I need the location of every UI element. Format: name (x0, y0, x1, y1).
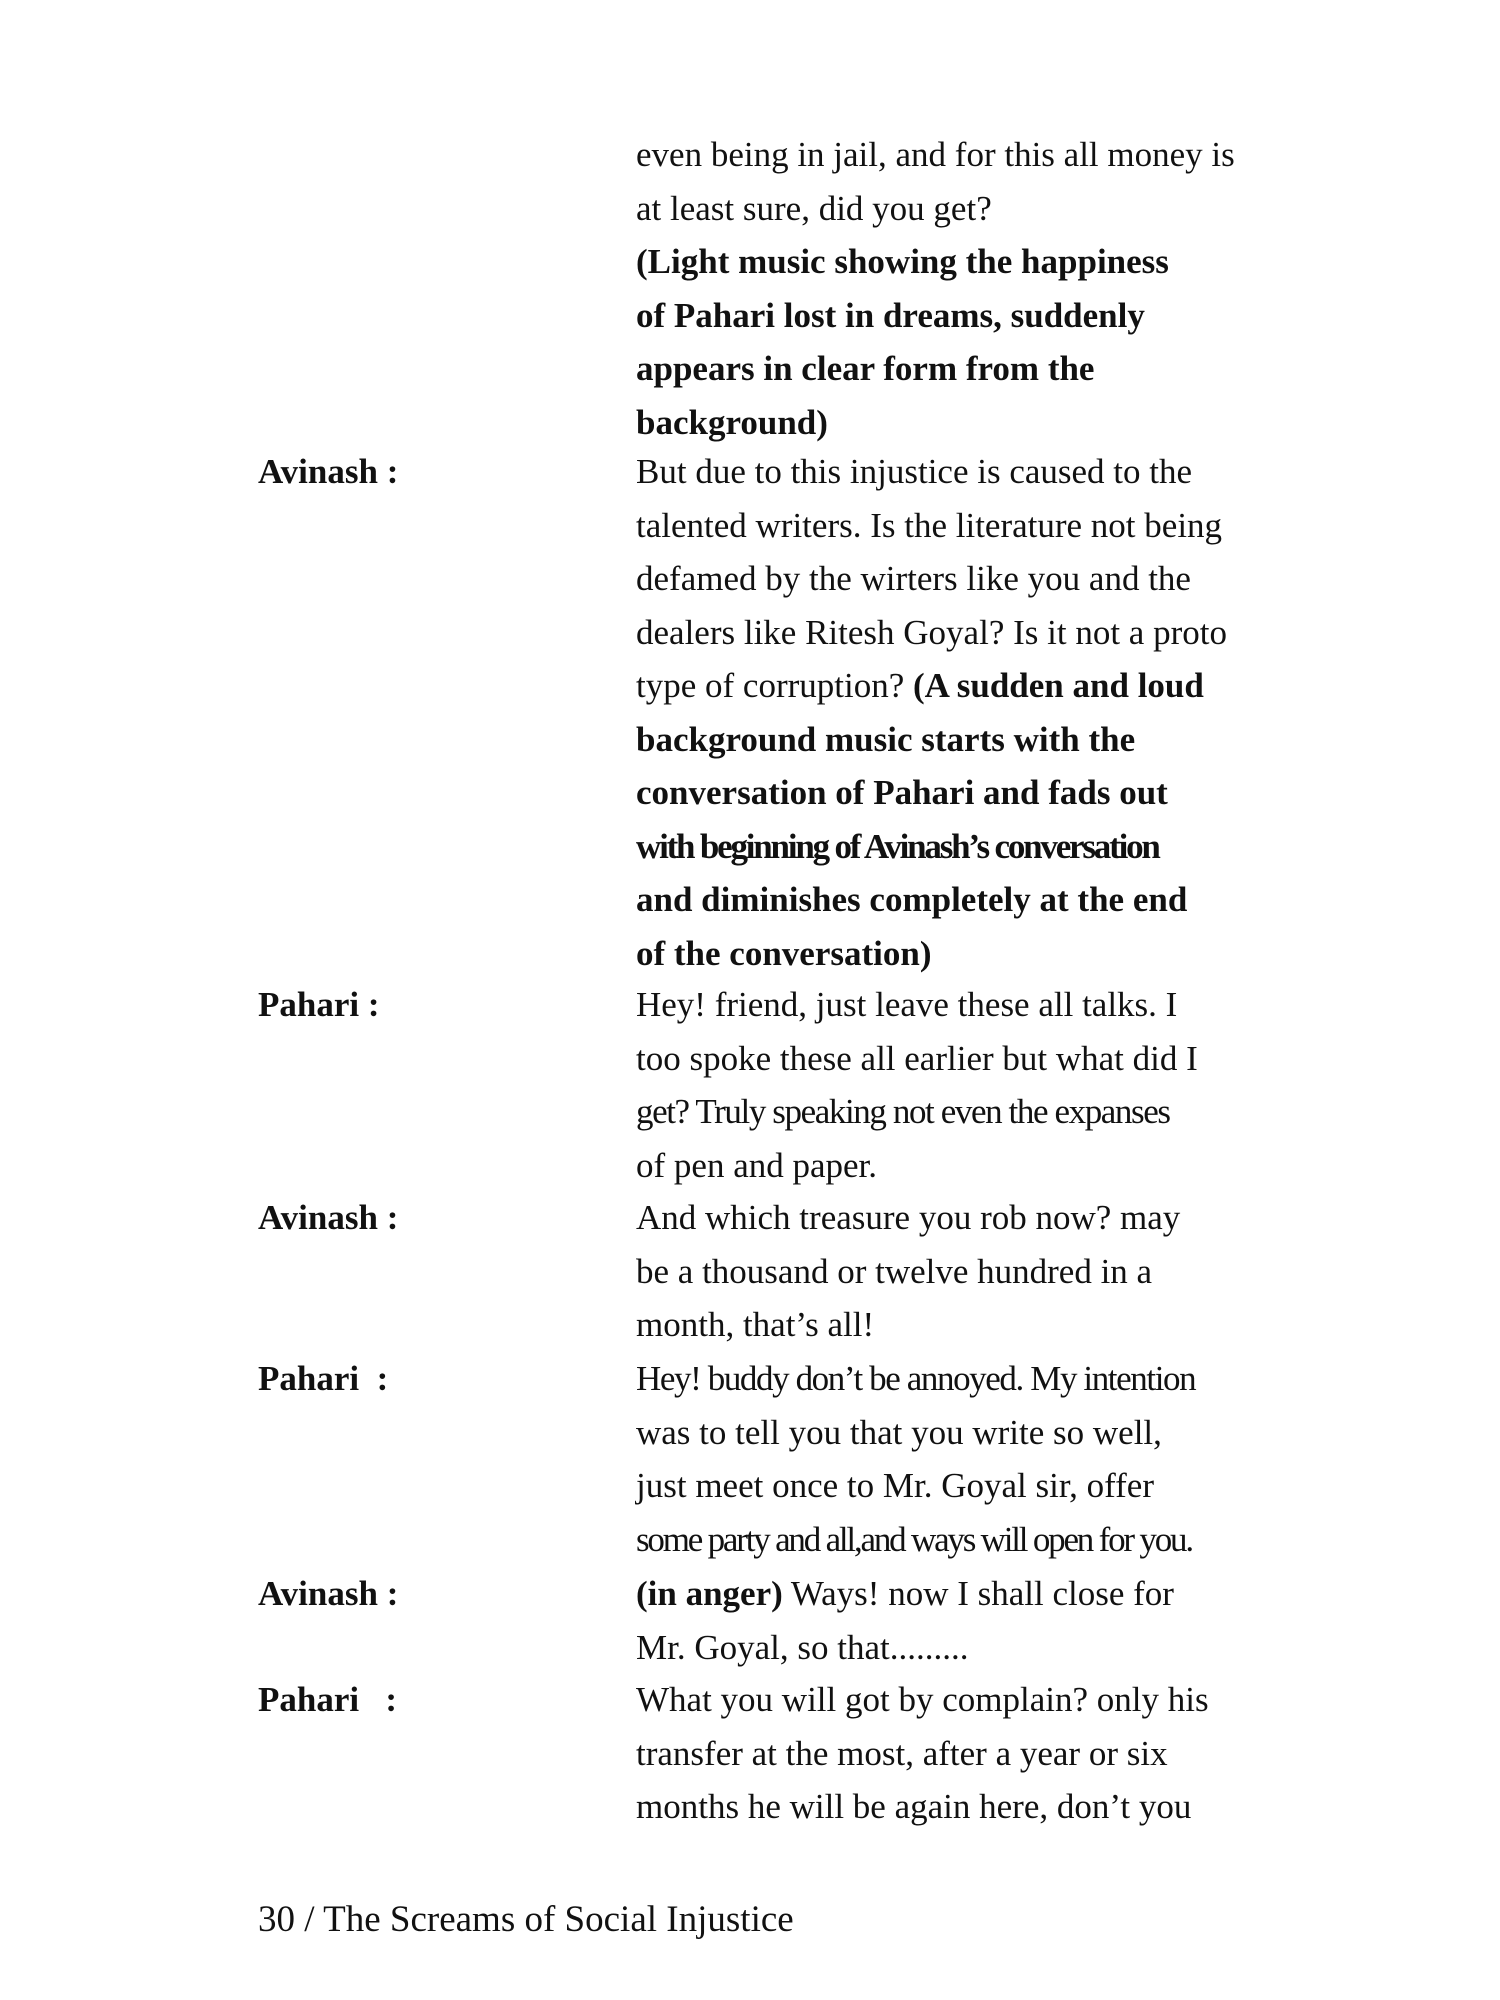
dialogue-text (636, 128, 1276, 449)
text-line (636, 1085, 1276, 1139)
text-line (636, 499, 1276, 553)
stage-direction: appears in clear form from the (636, 349, 1095, 388)
text-line (636, 552, 1276, 606)
speaker-name: Avinash : (258, 1574, 399, 1613)
spoken-text: What you will got by complain? only his (636, 1680, 1209, 1719)
stage-direction: of the conversation) (636, 933, 932, 973)
spoken-text: too spoke these all earlier but what did I (636, 1038, 1198, 1078)
text-line (636, 820, 1276, 874)
speaker-name: Avinash : (258, 1198, 399, 1237)
page-footer: 30 / The Screams of Social Injustice (258, 1899, 794, 1940)
spoken-text: just meet once to Mr. Goyal sir, offer (636, 1466, 1154, 1505)
spoken-text: talented writers. Is the literature not being (636, 505, 1223, 545)
spoken-text: But due to this injustice is caused to the (636, 452, 1193, 491)
stage-direction: with beginning of Avinash’s conversation (636, 826, 1159, 866)
text-line (636, 927, 1276, 981)
stage-direction: (A sudden and loud (913, 666, 1204, 705)
dialogue-text (636, 1567, 1276, 1674)
spoken-text: type of corruption? (636, 666, 913, 705)
text-line (636, 1780, 1276, 1834)
spoken-text: month, that’s all! (636, 1305, 875, 1344)
dialogue-text (636, 978, 1276, 1192)
spoken-text: And which treasure you rob now? may (636, 1198, 1181, 1237)
text-line (636, 1567, 1276, 1621)
text-line (636, 396, 1276, 450)
spoken-text: be a thousand or twelve hundred in a (636, 1251, 1153, 1291)
text-line (636, 766, 1276, 820)
speaker-name: Pahari : (258, 1680, 398, 1719)
spoken-text: defamed by the wirters like you and the (636, 559, 1191, 598)
spoken-text: some party and all,and ways will open for you. (636, 1519, 1192, 1559)
text-line (636, 289, 1276, 343)
text-line (636, 235, 1276, 289)
spoken-text: Hey! friend, just leave these all talks. I (636, 985, 1178, 1024)
text-line (636, 1191, 1276, 1245)
stage-direction: (Light music showing the happiness (636, 242, 1169, 281)
text-line (636, 1245, 1276, 1299)
text-line (636, 978, 1276, 1032)
text-line (636, 445, 1276, 499)
dialogue-text (636, 445, 1276, 980)
text-line (636, 1352, 1276, 1406)
text-line (636, 1727, 1276, 1781)
speaker-name: Pahari : (258, 1359, 389, 1398)
text-line (636, 1032, 1276, 1086)
spoken-text: of pen and paper. (636, 1145, 878, 1185)
text-line (636, 873, 1276, 927)
stage-direction: conversation of Pahari and fads out (636, 773, 1168, 812)
spoken-text: transfer at the most, after a year or six (636, 1733, 1168, 1773)
text-line (636, 342, 1276, 396)
spoken-text: Mr. Goyal, so that......... (636, 1627, 969, 1667)
text-line (636, 128, 1276, 182)
text-line (636, 659, 1276, 713)
dialogue-text (636, 1673, 1276, 1834)
spoken-text: even being in jail, and for this all money is (636, 135, 1235, 174)
spoken-text: was to tell you that you write so well, (636, 1412, 1162, 1452)
text-line (636, 1621, 1276, 1675)
text-line (636, 1406, 1276, 1460)
text-line (636, 1673, 1276, 1727)
text-line (636, 182, 1276, 236)
stage-direction: of Pahari lost in dreams, suddenly (636, 295, 1145, 335)
text-line (636, 713, 1276, 767)
spoken-text: at least sure, did you get? (636, 188, 992, 228)
stage-direction: background music starts with the (636, 719, 1136, 759)
text-line (636, 1139, 1276, 1193)
spoken-text: dealers like Ritesh Goyal? Is it not a proto (636, 612, 1227, 652)
stage-direction: background) (636, 402, 828, 442)
spoken-text: months he will be again here, don’t you (636, 1787, 1192, 1826)
speaker-name: Avinash : (258, 452, 399, 491)
dialogue-text (636, 1352, 1276, 1566)
text-line (636, 606, 1276, 660)
spoken-text: Hey! buddy don’t be annoyed. My intention (636, 1359, 1196, 1398)
text-line (636, 1459, 1276, 1513)
dialogue-text (636, 1191, 1276, 1352)
speaker-name: Pahari : (258, 985, 380, 1024)
text-line (636, 1513, 1276, 1567)
text-line (636, 1298, 1276, 1352)
stage-direction: and diminishes completely at the end (636, 880, 1188, 919)
stage-direction: (in anger) (636, 1574, 783, 1613)
spoken-text: Ways! now I shall close for (782, 1574, 1174, 1613)
spoken-text: get? Truly speaking not even the expanses (636, 1092, 1170, 1131)
